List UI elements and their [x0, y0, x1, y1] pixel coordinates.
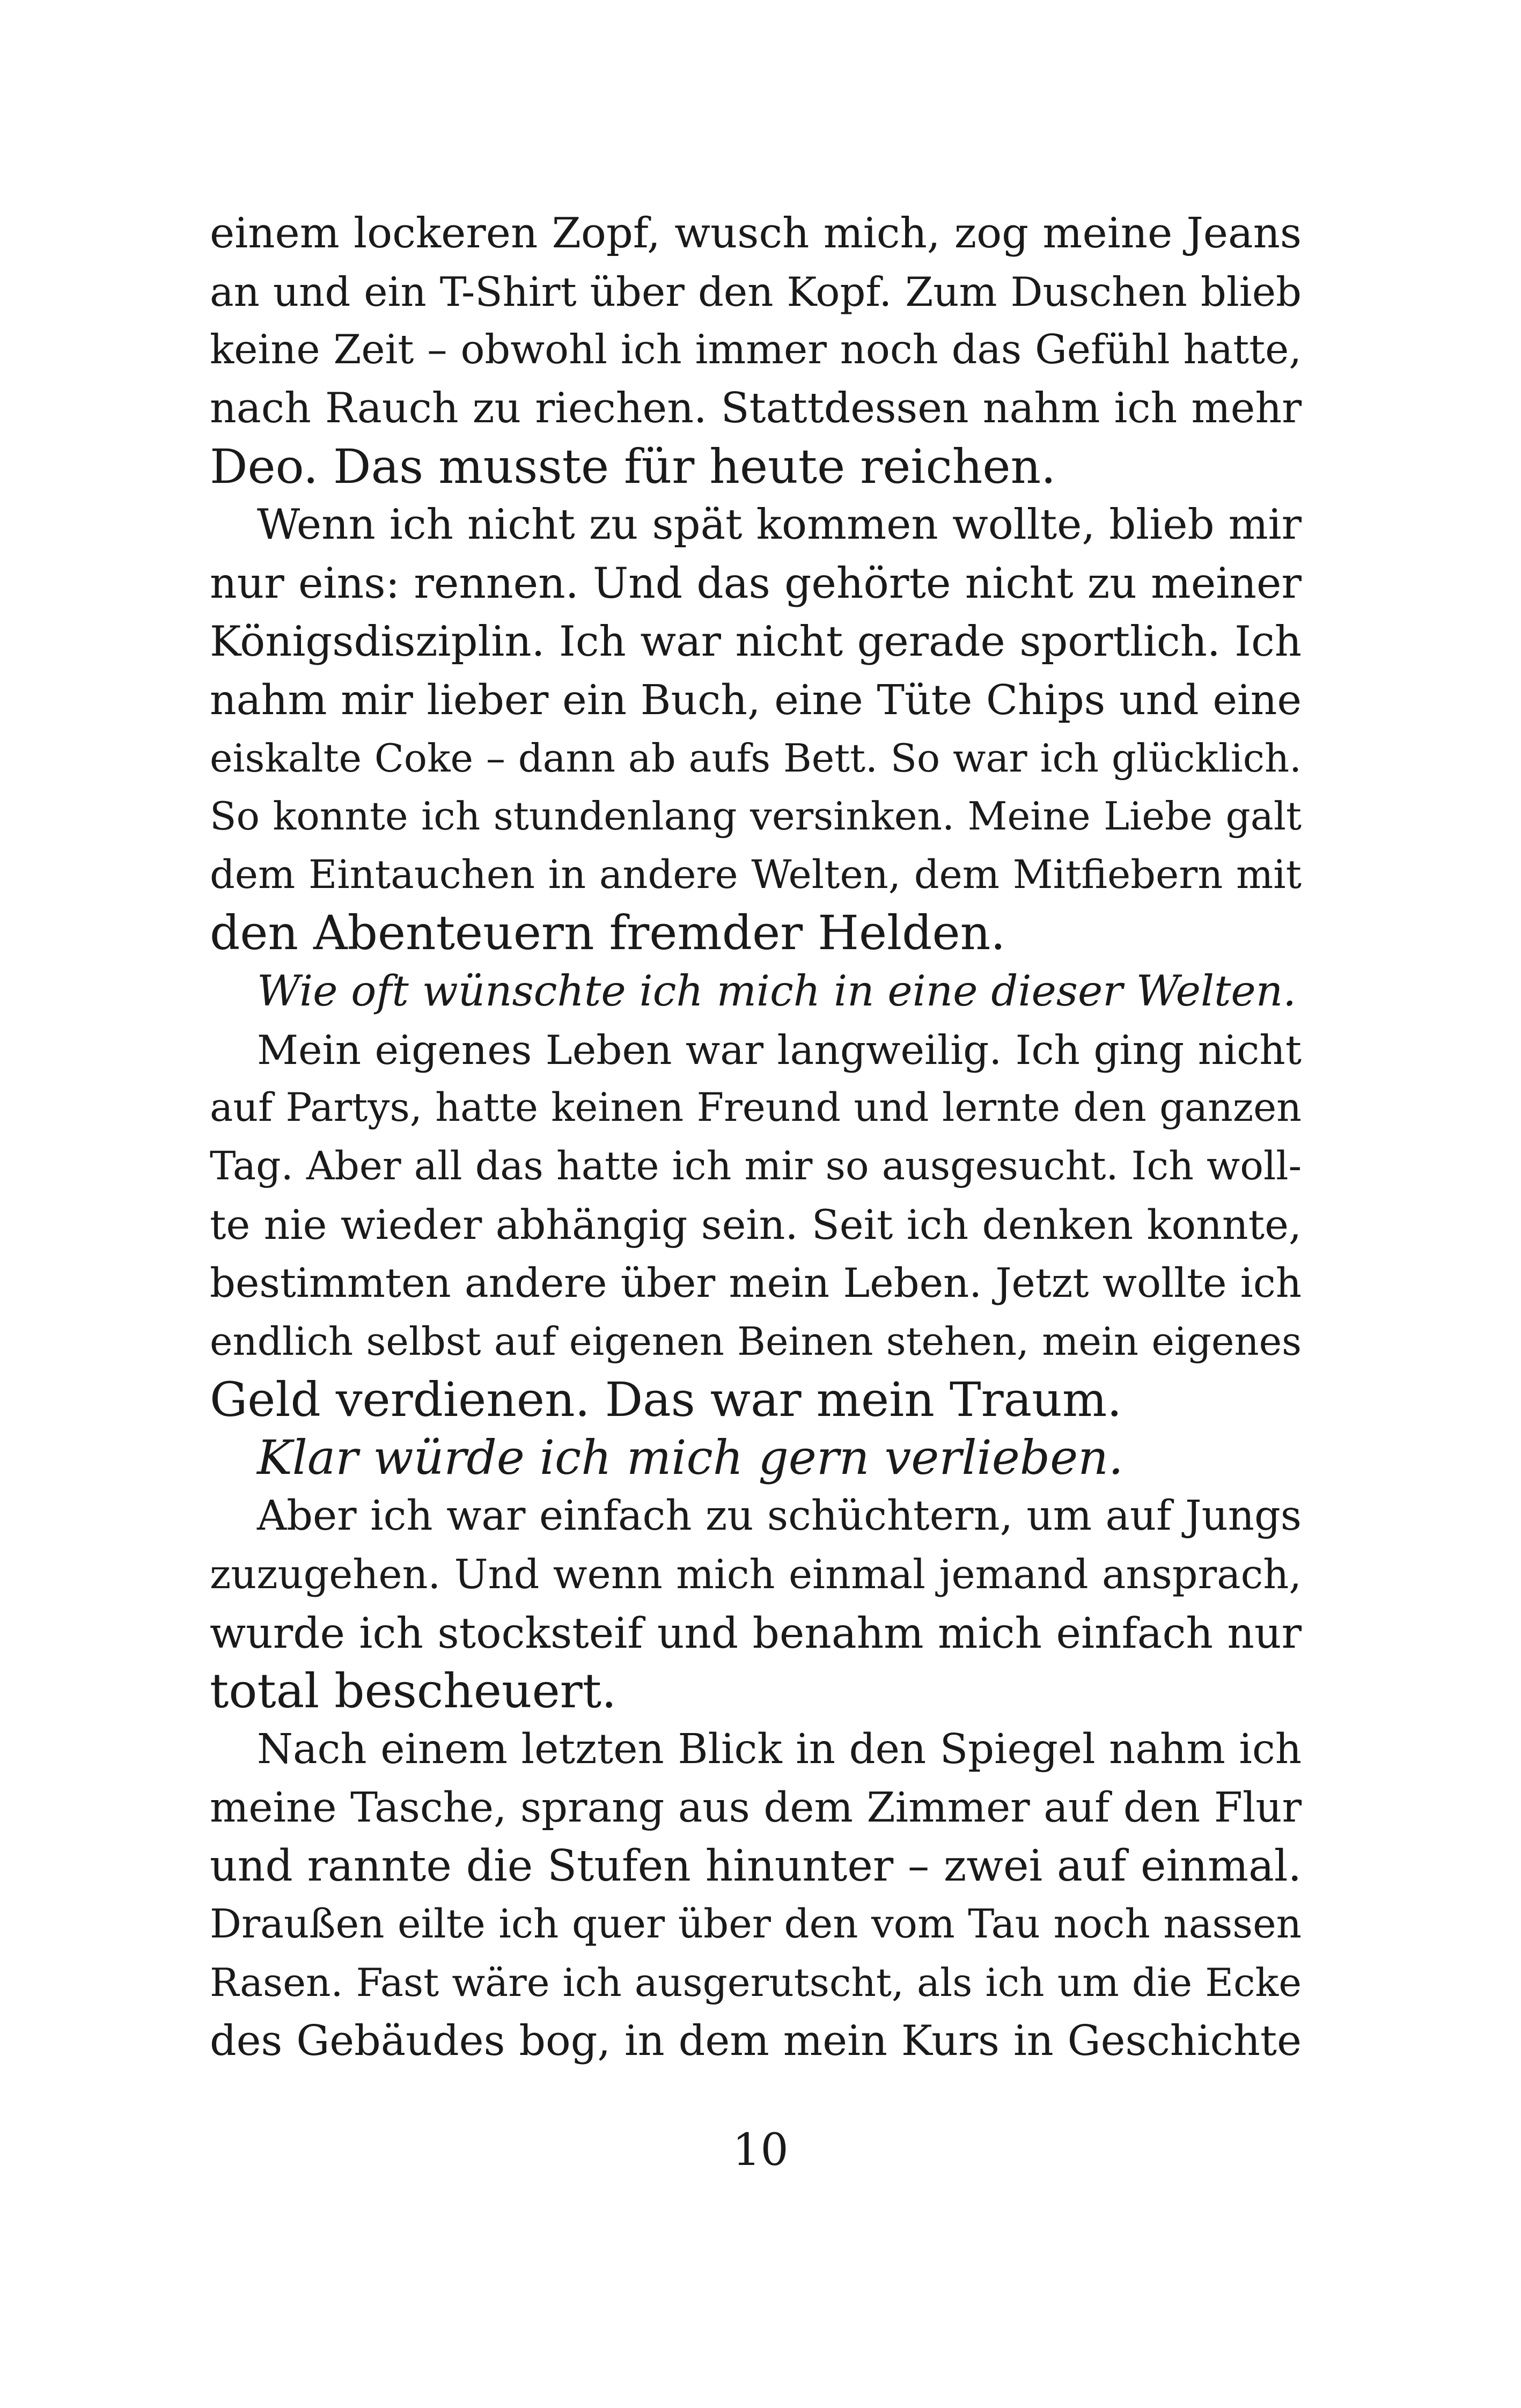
text-line: Wenn ich nicht zu spät kommen wollte, blieb mir [257, 500, 1302, 549]
text-line: Nach einem letzten Blick in den Spiegel nahm ich [257, 1725, 1302, 1773]
text-line: und rannte die Stufen hinunter – zwei auf einmal. [210, 1841, 1302, 1891]
text-line: Deo. Das musste für heute reichen. [210, 438, 1056, 494]
text-line: te nie wieder abhängig sein. Seit ich denken konnte, [210, 1201, 1302, 1249]
page-number: 10 [732, 2125, 789, 2176]
text-line: Tag. Aber all das hatte ich mir so ausgesucht. Ich woll- [210, 1144, 1302, 1189]
text-line: So konnte ich stundenlang versinken. Meine Liebe galt [210, 794, 1302, 839]
text-line: Geld verdienen. Das war mein Traum. [210, 1371, 1122, 1427]
text-line: nur eins: rennen. Und das gehörte nicht zu meiner [210, 559, 1302, 608]
text-line: total bescheuert. [210, 1663, 617, 1719]
text-line: endlich selbst auf eigenen Beinen stehen, mein eigenes [210, 1319, 1302, 1364]
body-text [210, 204, 1302, 2071]
text-line: Rasen. Fast wäre ich ausgerutscht, als ich um die Ecke [210, 1960, 1302, 2006]
text-line: Mein eigenes Leben war langweilig. Ich ging nicht [257, 1026, 1302, 1074]
text-line: Königsdisziplin. Ich war nicht gerade sportlich. Ich [210, 617, 1302, 666]
italic-text-line: Wie oft wünschte ich mich in eine dieser Welten. [257, 966, 1297, 1016]
text-line: zuzugehen. Und wenn mich einmal jemand ansprach, [210, 1551, 1302, 1598]
text-line: den Abenteuern fremder Helden. [210, 905, 1006, 961]
text-line: dem Eintauchen in andere Welten, dem Mitfiebern mit [210, 851, 1302, 898]
text-line: nach Rauch zu riechen. Stattdessen nahm ich mehr [210, 384, 1302, 433]
text-line: keine Zeit – obwohl ich immer noch das Gefühl hatte, [210, 326, 1302, 373]
text-line: wurde ich stocksteif und benahm mich einfach nur [210, 1608, 1302, 1658]
text-line: einem lockeren Zopf, wusch mich, zog meine Jeans [210, 209, 1302, 258]
text-line: an und ein T-Shirt über den Kopf. Zum Duschen blieb [210, 268, 1302, 315]
text-line: eiskalte Coke – dann ab aufs Bett. So war ich glücklich. [210, 736, 1302, 781]
text-line: meine Tasche, sprang aus dem Zimmer auf den Flur [210, 1783, 1302, 1832]
text-line: auf Partys, hatte keinen Freund und lernte den ganzen [210, 1085, 1302, 1131]
text-line: nahm mir lieber ein Buch, eine Tüte Chips und eine [210, 676, 1302, 724]
text-line: Draußen eilte ich quer über den vom Tau noch nassen [210, 1901, 1302, 1947]
text-line: Aber ich war einfach zu schüchtern, um auf Jungs [257, 1492, 1302, 1540]
text-line: bestimmten andere über mein Leben. Jetzt wollte ich [210, 1259, 1302, 1307]
text-line: des Gebäudes bog, in dem mein Kurs in Geschichte [210, 2017, 1302, 2066]
italic-text-line: Klar würde ich mich gern verlieben. [257, 1430, 1123, 1486]
